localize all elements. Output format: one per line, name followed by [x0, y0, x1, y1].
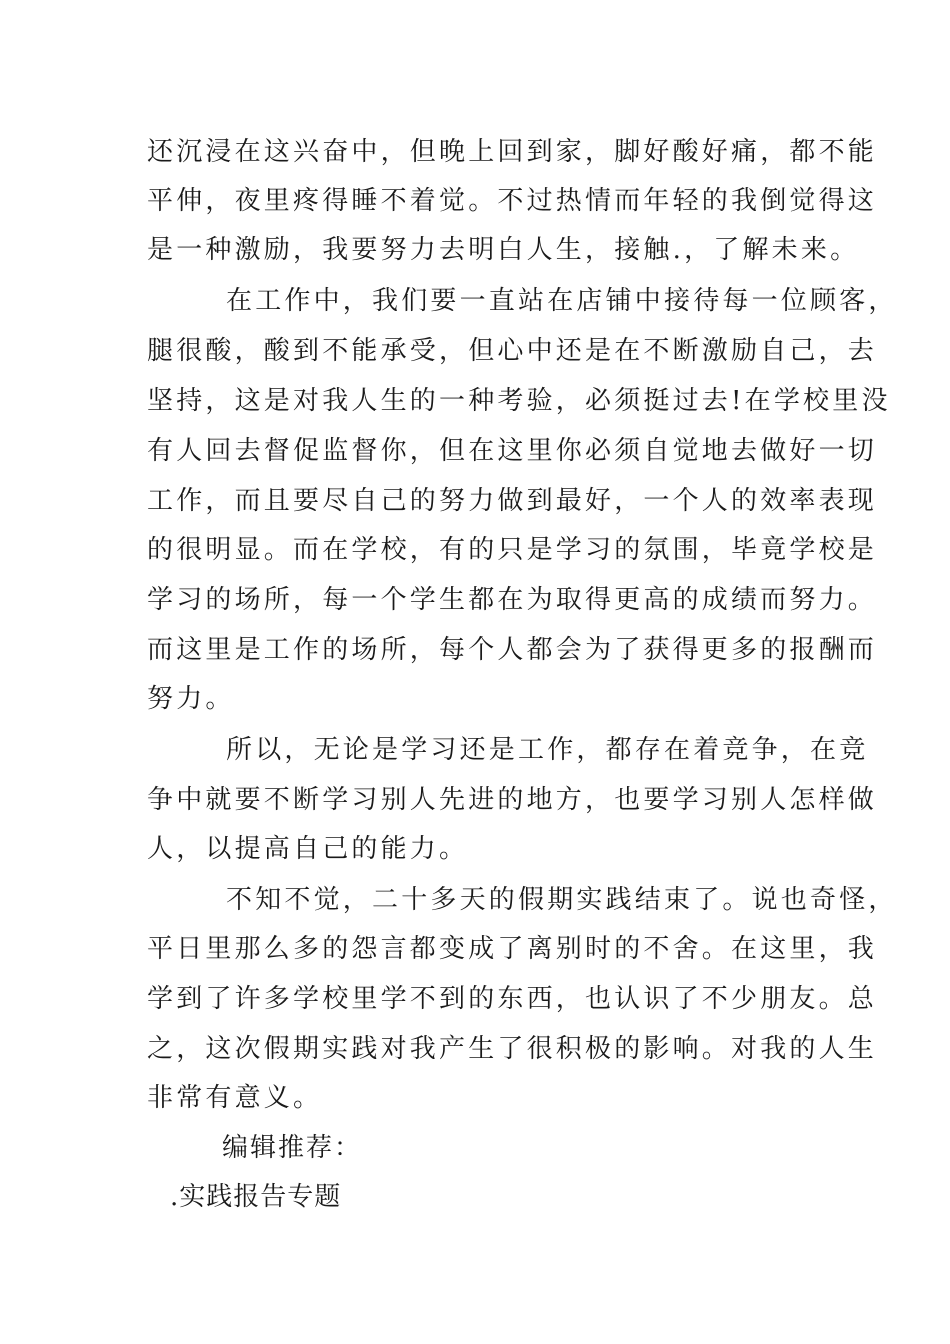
- paragraph-line: 不知不觉，二十多天的假期实践结束了。说也奇怪，: [226, 885, 898, 915]
- paragraph-line: 在工作中，我们要一直站在店铺中接待每一位顾客，: [226, 286, 898, 316]
- paragraph-line: 平日里那么多的怨言都变成了离别时的不舍。在这里，我: [147, 934, 878, 964]
- paragraph-line: 坚持，这是对我人生的一种考验，必须挺过去!在学校里没: [147, 386, 891, 416]
- paragraph-line: 学习的场所，每一个学生都在为取得更高的成绩而努力。: [147, 585, 878, 615]
- paragraph-line: 非常有意义。: [147, 1083, 323, 1113]
- paragraph-line: 而这里是工作的场所，每个人都会为了获得更多的报酬而: [147, 635, 878, 665]
- paragraph-line: 争中就要不断学习别人先进的地方，也要学习别人怎样做: [147, 785, 878, 815]
- paragraph-line: 学到了许多学校里学不到的东西，也认识了不少朋友。总: [147, 984, 878, 1014]
- paragraph-line: 平伸，夜里疼得睡不着觉。不过热情而年轻的我倒觉得这: [147, 186, 878, 216]
- paragraph-line: 工作，而且要尽自己的努力做到最好，一个人的效率表现: [147, 486, 878, 516]
- editor-recommend-heading: 编辑推荐：: [222, 1133, 363, 1163]
- paragraph-line: 还沉浸在这兴奋中，但晚上回到家，脚好酸好痛，都不能: [147, 137, 878, 167]
- practice-report-topic-link[interactable]: .实践报告专题: [170, 1182, 342, 1212]
- paragraph-line: 是一种激励，我要努力去明白人生，接触.，了解未来。: [147, 235, 860, 265]
- paragraph-line: 腿很酸，酸到不能承受，但心中还是在不断激励自己，去: [147, 336, 878, 366]
- paragraph-line: 之，这次假期实践对我产生了很积极的影响。对我的人生: [147, 1034, 878, 1064]
- paragraph-line: 所以，无论是学习还是工作，都存在着竞争，在竞: [226, 735, 869, 765]
- paragraph-line: 人，以提高自己的能力。: [147, 834, 469, 864]
- paragraph-line: 努力。: [147, 684, 235, 714]
- paragraph-line: 有人回去督促监督你，但在这里你必须自觉地去做好一切: [147, 436, 878, 466]
- paragraph-line: 的很明显。而在学校，有的只是学习的氛围，毕竟学校是: [147, 535, 878, 565]
